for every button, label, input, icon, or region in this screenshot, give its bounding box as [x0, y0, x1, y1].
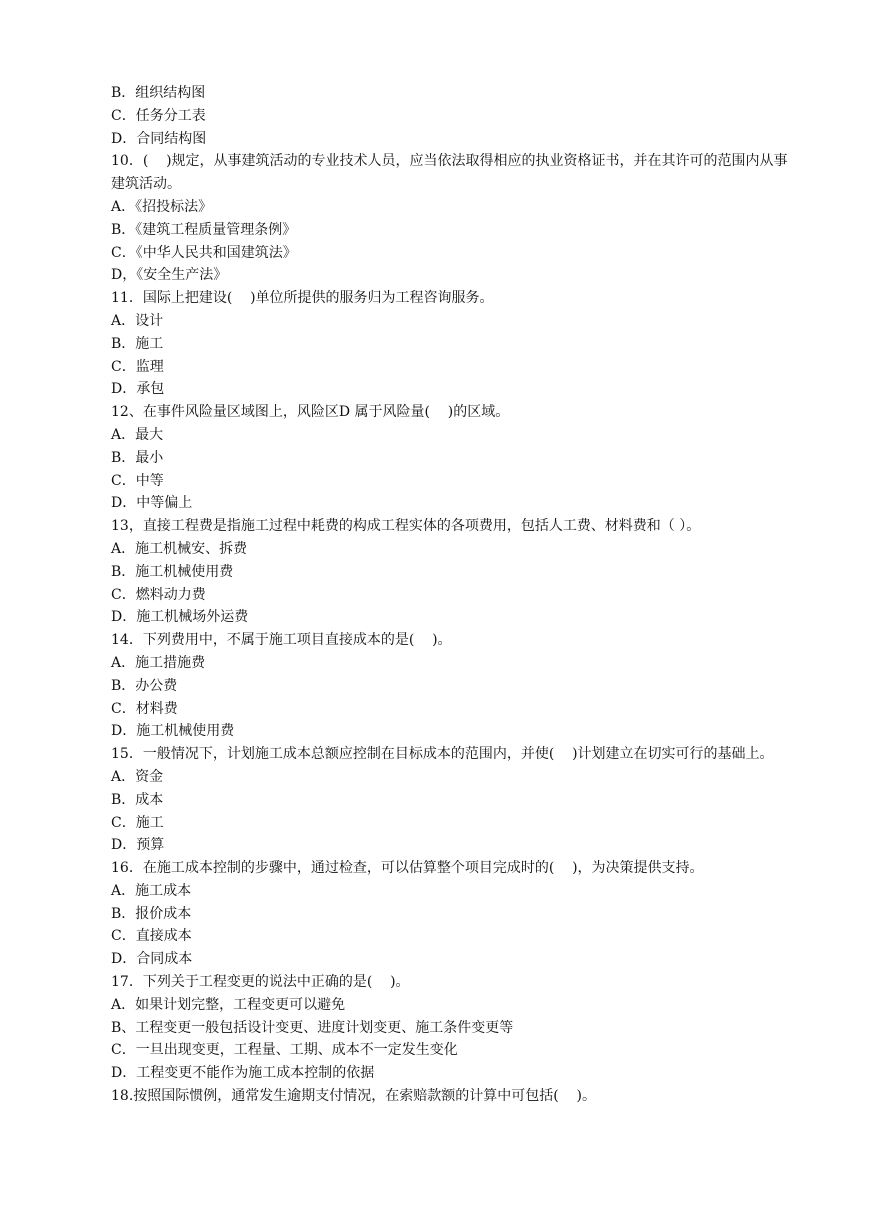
option-line: C．直接成本 — [111, 928, 192, 945]
question-18: 18.按照国际惯例，通常发生逾期支付情况，在索赔款额的计算中可包括( )。 — [111, 1088, 596, 1105]
option-line: C．燃料动力费 — [111, 586, 206, 603]
option-line: D．合同成本 — [111, 951, 193, 968]
option-line: B．施工机械使用费 — [111, 563, 234, 580]
question-13: 13，直接工程费是指施工过程中耗费的构成工程实体的各项费用，包括人工费、材料费和（ ）。 — [111, 518, 701, 535]
option-line: C．材料费 — [111, 700, 178, 717]
option-line: C．一旦出现变更，工程量、工期、成本不一定发生变化 — [111, 1042, 458, 1059]
option-line: B．成本 — [111, 791, 164, 808]
option-line: A．施工成本 — [111, 882, 192, 899]
document-body — [111, 82, 791, 1108]
option-line: C．施工 — [111, 814, 164, 831]
option-line: B．《建筑工程质量管理条例》 — [111, 221, 297, 238]
option-line: D，《安全生产法》 — [111, 267, 228, 284]
option-line: D．承包 — [111, 381, 165, 398]
option-line: D．施工机械场外运费 — [111, 609, 249, 626]
option-line: B、工程变更一般包括设计变更、进度计划变更、施工条件变更等 — [111, 1019, 514, 1036]
option-line: A．如果计划完整，工程变更可以避免 — [111, 996, 346, 1013]
question-16: 16．在施工成本控制的步骤中，通过检查，可以估算整个项目完成时的( )，为决策提供支持。 — [111, 860, 704, 877]
option-line: D．工程变更不能作为施工成本控制的依据 — [111, 1065, 375, 1082]
option-line: C．监理 — [111, 358, 164, 375]
option-line: B．施工 — [111, 335, 164, 352]
option-line: C．《中华人民共和国建筑法》 — [111, 244, 297, 261]
option-line: A．《招投标法》 — [111, 198, 213, 215]
option-line: B．组织结构图 — [111, 85, 206, 101]
question-14: 14．下列费用中，不属于施工项目直接成本的是( )。 — [111, 632, 452, 649]
option-line: A．最大 — [111, 426, 164, 443]
option-line: B．办公费 — [111, 677, 178, 694]
question-15: 15．一般情况下，计划施工成本总额应控制在目标成本的范围内，并使( )计划建立在切实可行的基础上。 — [111, 746, 774, 763]
question-11: 11．国际上把建设( )单位所提供的服务归为工程咨询服务。 — [111, 290, 494, 307]
option-line: D．合同结构图 — [111, 130, 207, 147]
option-line: D．预算 — [111, 837, 165, 854]
option-line: D．中等偏上 — [111, 495, 193, 512]
option-line: A．设计 — [111, 312, 164, 329]
option-line: B．最小 — [111, 449, 164, 466]
option-line: B．报价成本 — [111, 905, 192, 922]
option-line: C．任务分工表 — [111, 107, 206, 124]
question-17: 17．下列关于工程变更的说法中正确的是( )。 — [111, 974, 410, 991]
question-10: 10．( )规定，从事建筑活动的专业技术人员，应当依法取得相应的执业资格证书，并在其许可的范围内从事建筑活动。 — [111, 153, 788, 193]
question-12: 12、在事件风险量区域图上，风险区D 属于风险量( )的区域。 — [111, 404, 510, 421]
option-line: A．资金 — [111, 768, 164, 785]
option-line: A．施工机械安、拆费 — [111, 540, 248, 557]
option-line: C．中等 — [111, 472, 164, 489]
option-line: A．施工措施费 — [111, 654, 206, 671]
option-line: D．施工机械使用费 — [111, 723, 235, 740]
